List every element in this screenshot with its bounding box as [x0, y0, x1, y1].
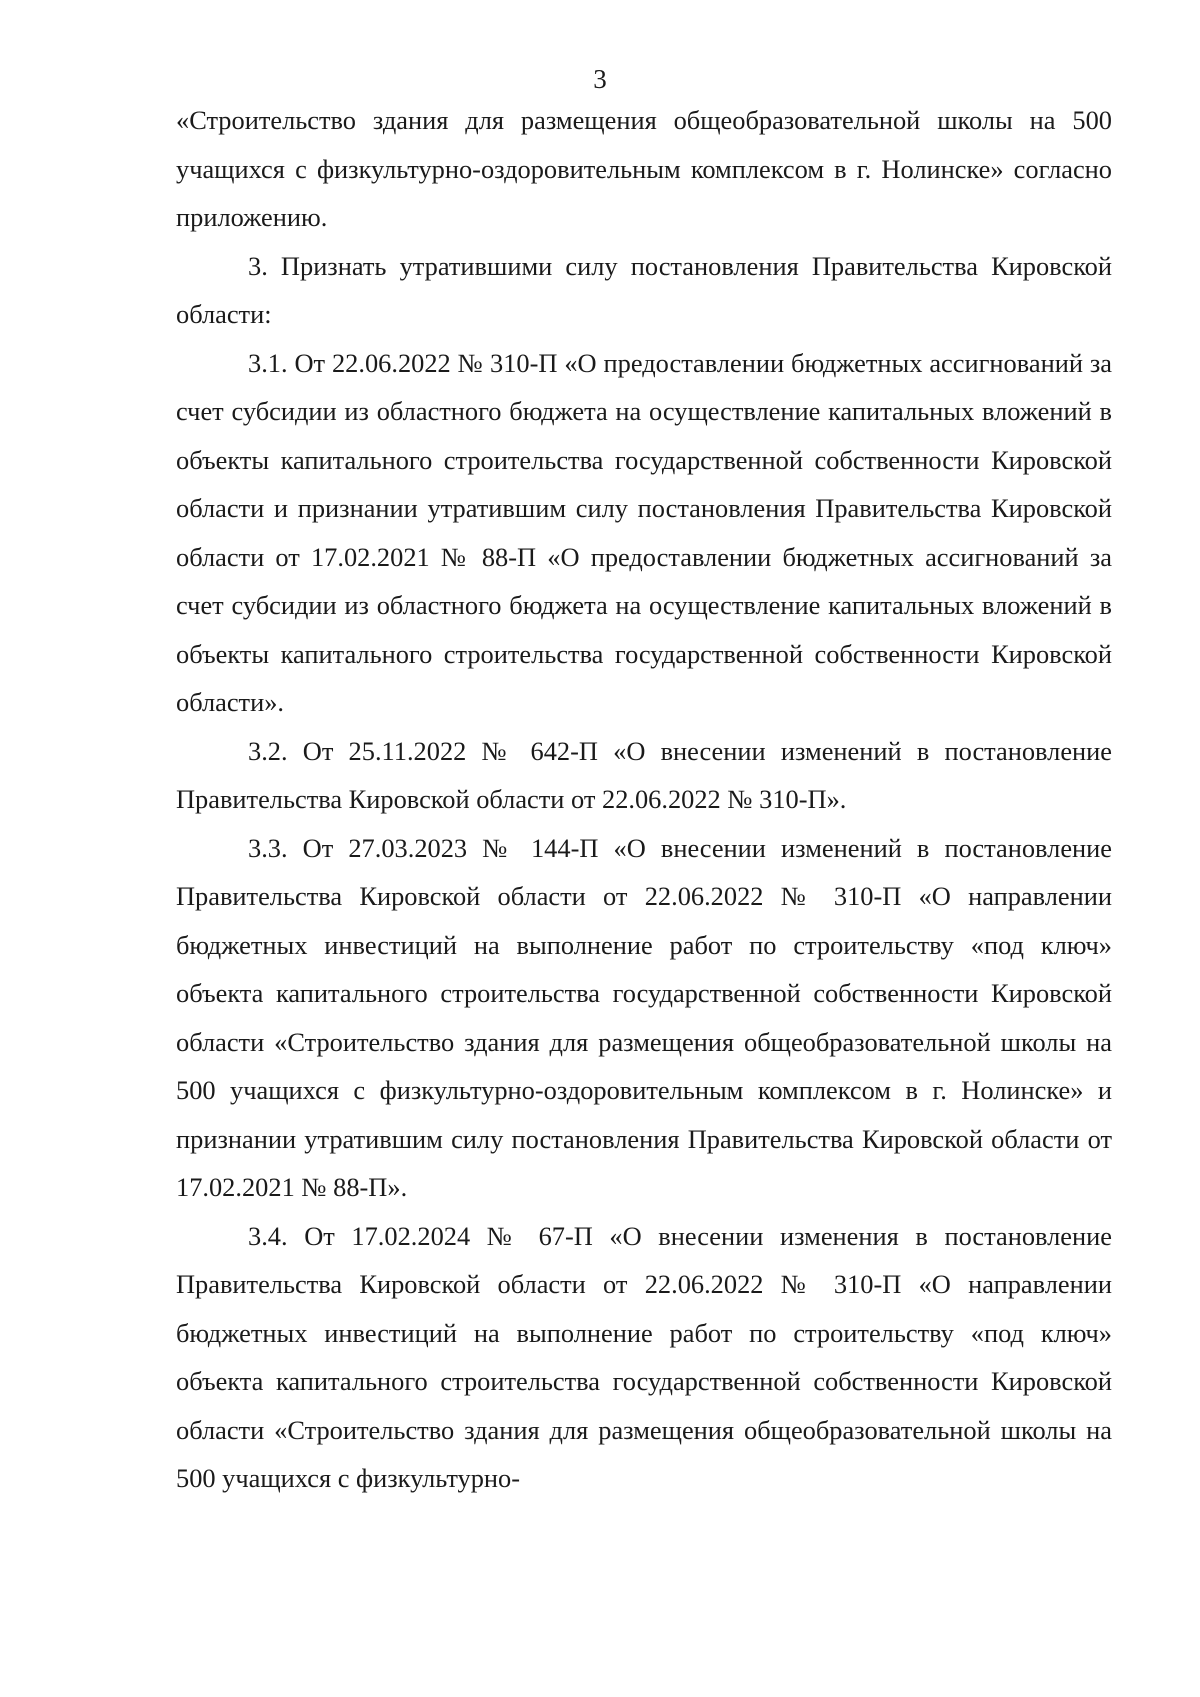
page-number: 3 [593, 64, 607, 94]
paragraph-item-3-1: 3.1. От 22.06.2022 № 310-П «О предоставлении бюджетных ассигнований за счет субсидии из областного бюджета на осуществление капитальных вложений в объекты капитального строительства государственной собственности Кировской области и признании утратившим силу постановления Правительства Кировской области от 17.02.2021 № 88-П «О предоставлении бюджетных ассигнований за счет субсидии из областного бюджета на осуществление капитальных вложений в объекты капитального строительства государственной собственности Кировской области». [176, 347, 1112, 717]
paragraph-item-3-4: 3.4. От 17.02.2024 № 67-П «О внесении изменения в постановление Правительства Кировской области от 22.06.2022 № 310-П «О направлении бюджетных инвестиций на выполнение работ по строительству «под ключ» объекта капитального строительства государственной собственности Кировской области «Строительство здания для размещения общеобразовательной школы на 500 учащихся с физкультурно- [176, 1220, 1112, 1493]
paragraph-item-3-2: 3.2. От 25.11.2022 № 642-П «О внесении изменений в постановление Правительства Кировской области от 22.06.2022 № 310-П». [176, 735, 1112, 814]
paragraph-continuation: «Строительство здания для размещения общеобразовательной школы на 500 учащихся с физкультурно-оздоровительным комплексом в г. Нолинске» согласно приложению. [176, 105, 1112, 232]
document-body [176, 96, 1112, 1503]
paragraph-item-3: 3. Признать утратившими силу постановления Правительства Кировской области: [176, 250, 1112, 329]
paragraph-item-3-3: 3.3. От 27.03.2023 № 144-П «О внесении изменений в постановление Правительства Кировской области от 22.06.2022 № 310-П «О направлении бюджетных инвестиций на выполнение работ по строительству «под ключ» объекта капитального строительства государственной собственности Кировской области «Строительство здания для размещения общеобразовательной школы на 500 учащихся с физкультурно-оздоровительным комплексом в г. Нолинске» и признании утратившим силу постановления Правительства Кировской области от 17.02.2021 № 88-П». [176, 832, 1112, 1202]
